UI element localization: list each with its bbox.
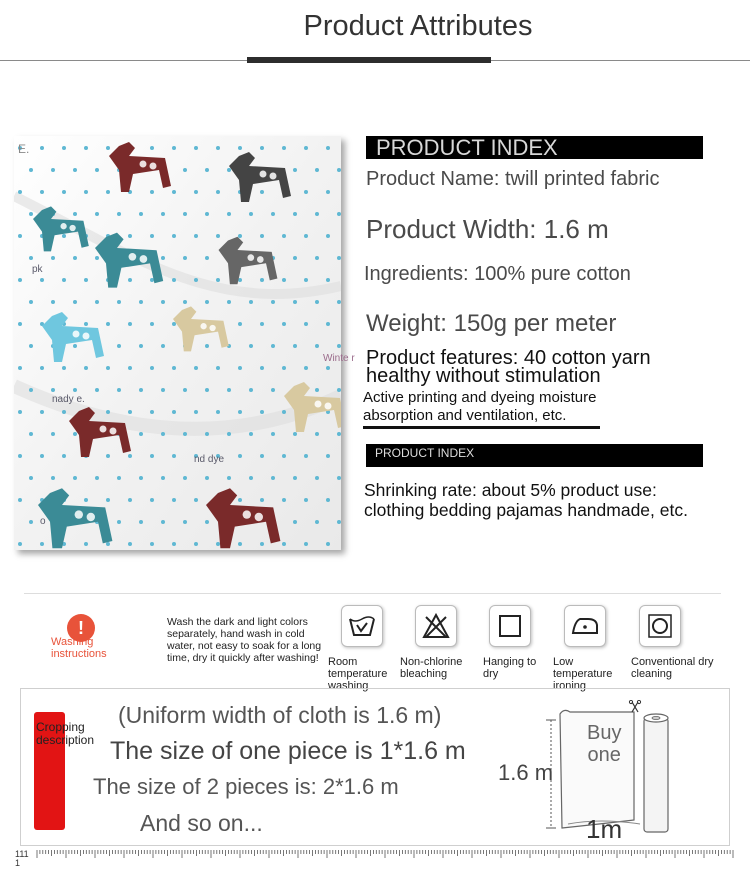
photo-label: nd dye xyxy=(194,454,225,465)
non-chlorine-bleaching-icon xyxy=(415,605,457,647)
product-index-bar: PRODUCT INDEX xyxy=(366,136,703,159)
product-features-line-2: healthy without stimulation xyxy=(366,365,601,387)
buy-label-line-2: one xyxy=(587,744,621,766)
photo-label: Winte r xyxy=(323,353,355,364)
photo-label: nady e. xyxy=(52,394,85,405)
wash-separator xyxy=(24,593,721,594)
care-label: Room temperature washing xyxy=(328,656,388,692)
product-name: Product Name: twill printed fabric xyxy=(366,168,660,190)
buy-one-label xyxy=(587,722,621,766)
care-label: Hanging to dry xyxy=(483,656,537,680)
product-printing-line-1: Active printing and dyeing moisture xyxy=(363,389,597,406)
washing-instructions-label: Washing instructions xyxy=(51,636,107,660)
height-label: 1.6 m xyxy=(498,760,554,785)
room-temperature-washing-icon xyxy=(341,605,383,647)
photo-label: E. xyxy=(18,142,30,156)
ruler-label xyxy=(15,850,35,868)
fabric-photo xyxy=(14,136,341,550)
washing-description: Wash the dark and light colors separately, hand wash in cold water, not easy to soak for a long time, dry it quickly after washing! xyxy=(167,616,322,664)
photo-label: pk xyxy=(32,264,43,275)
conventional-dry-cleaning-icon xyxy=(639,605,681,647)
cropping-line-1: (Uniform width of cloth is 1.6 m) xyxy=(118,702,442,728)
page-title: Product Attributes xyxy=(303,10,533,42)
title-underline-bar xyxy=(247,57,491,63)
photo-label: o xyxy=(40,516,46,527)
cropping-line-3: The size of 2 pieces is: 2*1.6 m xyxy=(93,774,399,799)
care-label: Conventional dry cleaning xyxy=(631,656,714,680)
product-weight: Weight: 150g per meter xyxy=(366,310,617,337)
warning-icon: ! xyxy=(67,614,95,642)
product-features-line-1: Product features: 40 cotton yarn xyxy=(366,347,651,369)
ruler-label-line-2: 1 xyxy=(15,858,21,868)
product-ingredients: Ingredients: 100% pure cotton xyxy=(364,263,631,285)
shrinking-rate-line-2: clothing bedding pajamas handmade, etc. xyxy=(364,500,688,520)
shrinking-rate-line-1: Shrinking rate: about 5% product use: xyxy=(364,480,657,500)
product-index-bar-2: PRODUCT INDEX xyxy=(366,444,703,467)
cropping-line-4: And so on... xyxy=(140,810,263,836)
ruler-ticks xyxy=(15,850,737,860)
ruler-label-line-1: 111 xyxy=(15,849,29,859)
fabric-roll-illustration xyxy=(540,700,710,840)
low-temperature-ironing-icon xyxy=(564,605,606,647)
printing-underline xyxy=(363,426,600,429)
care-label: Non-chlorine bleaching xyxy=(400,656,463,680)
fabric-pattern xyxy=(14,136,341,550)
hanging-to-dry-icon xyxy=(489,605,531,647)
cropping-line-2: The size of one piece is 1*1.6 m xyxy=(110,737,466,765)
care-label: Low temperature ironing xyxy=(553,656,613,692)
buy-label-line-1: Buy xyxy=(587,722,622,744)
product-width: Product Width: 1.6 m xyxy=(366,214,609,244)
cropping-description-label: Cropping description xyxy=(36,720,95,747)
length-label: 1m xyxy=(586,814,623,844)
product-printing-line-2: absorption and ventilation, etc. xyxy=(363,407,567,424)
